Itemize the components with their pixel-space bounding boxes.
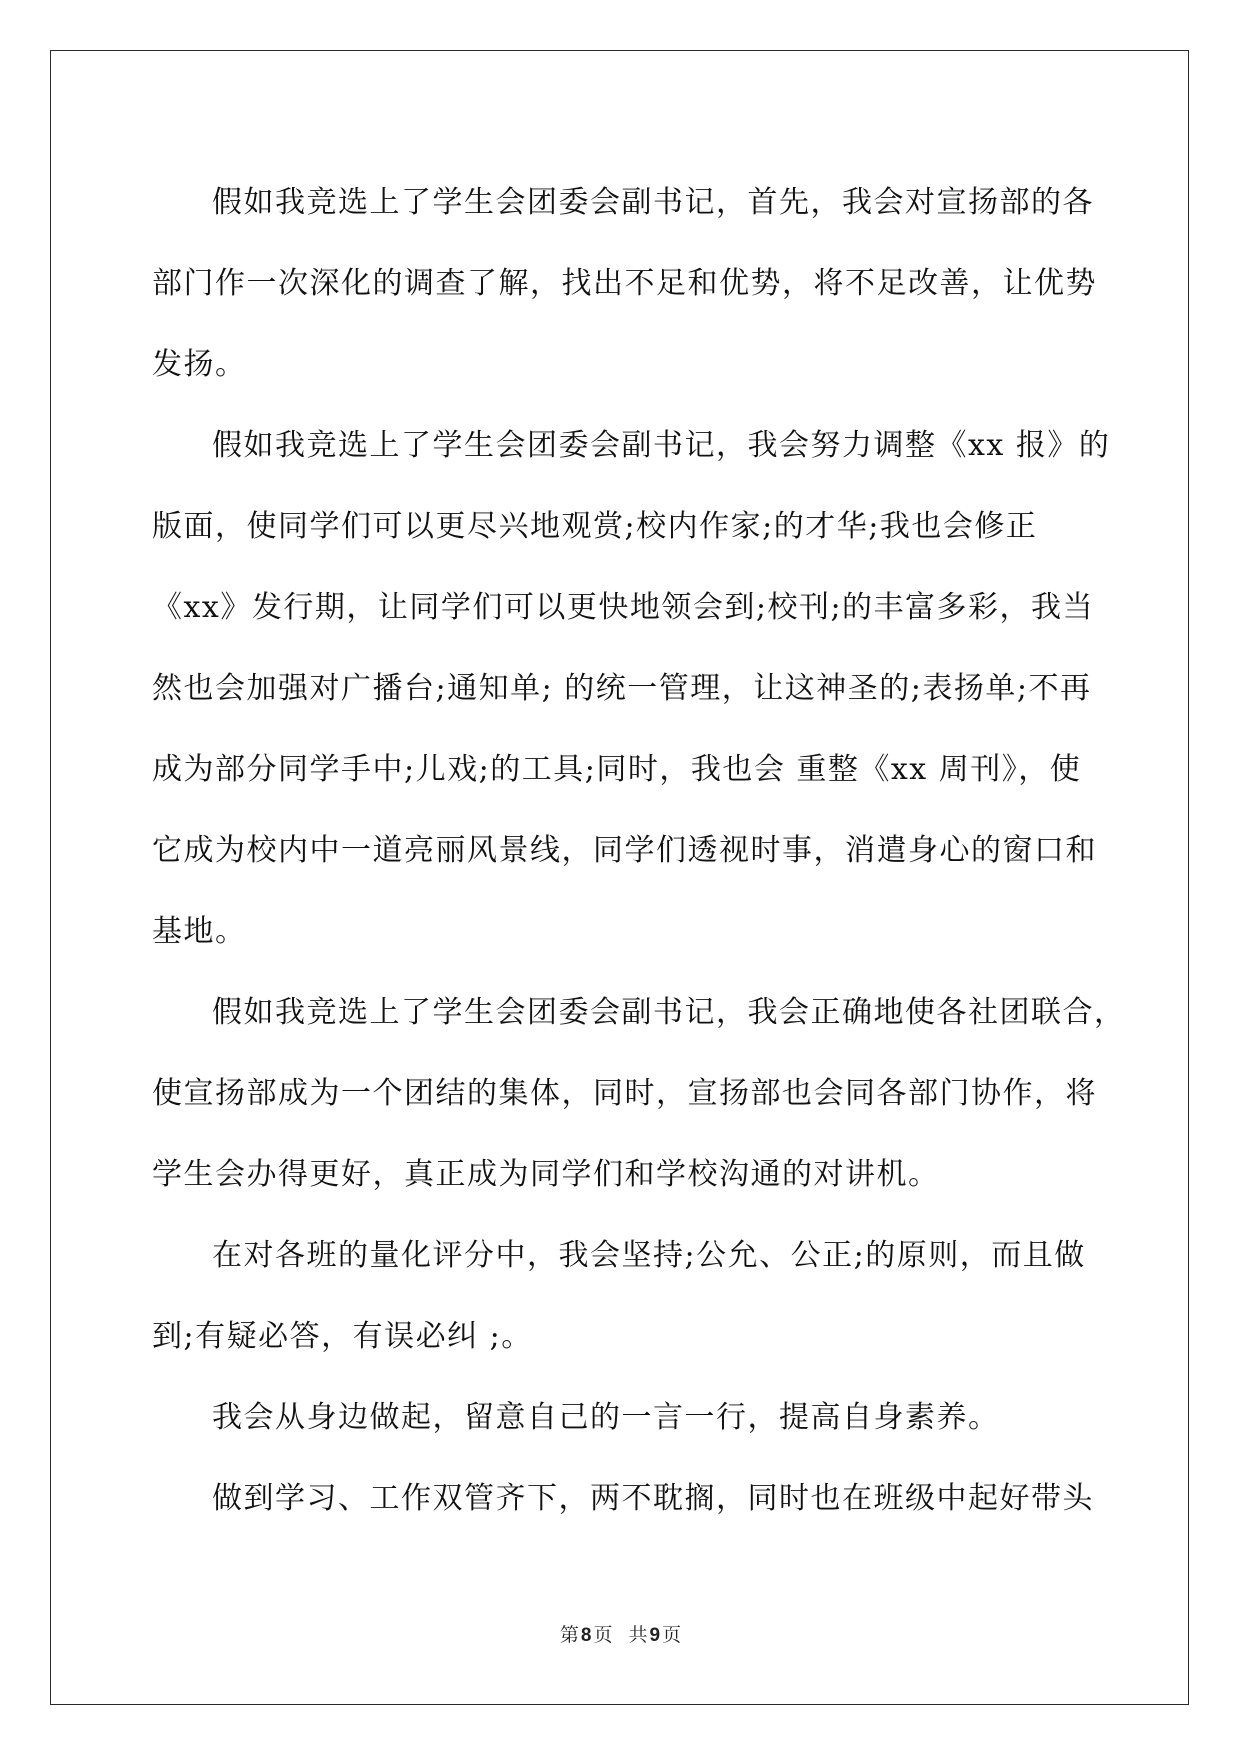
total-pages-number: 9: [649, 1625, 661, 1646]
text-line: 假如我竞选上了学生会团委会副书记，我会努力调整《xx 报》的: [212, 428, 1111, 463]
text-line: 版面，使同学们可以更尽兴地观赏;校内作家;的才华;我也会修正: [152, 509, 1038, 544]
document-body: [152, 162, 1126, 1539]
current-page-number: 8: [580, 1625, 592, 1646]
text-line: 成为部分同学手中;儿戏;的工具;同时，我也会 重整《xx 周刊》，使: [152, 752, 1082, 787]
text-line: 发扬。: [152, 347, 247, 382]
paragraph: [152, 972, 1126, 1215]
text-line: 部门作一次深化的调查了解，找出不足和优势，将不足改善，让优势: [152, 266, 1097, 301]
text-line: 做到学习、工作双管齐下，两不耽搁，同时也在班级中起好带头: [212, 1481, 1094, 1516]
footer-page-word: 页: [593, 1624, 613, 1646]
paragraph: [152, 1458, 1092, 1539]
text-line: 然也会加强对广播台;通知单; 的统一管理，让这神圣的;表扬单;不再: [152, 671, 1092, 706]
text-line: 它成为校内中一道亮丽风景线，同学们透视时事，消遣身心的窗口和: [152, 833, 1097, 868]
page-footer: [0, 1620, 1241, 1647]
paragraph: [152, 1377, 1092, 1458]
text-line: 使宣扬部成为一个团结的集体，同时，宣扬部也会同各部门协作，将: [152, 1076, 1097, 1111]
text-line: 基地。: [152, 914, 247, 949]
footer-total-word: 页: [662, 1624, 682, 1646]
text-line: 假如我竞选上了学生会团委会副书记，我会正确地使各社团联合，: [212, 995, 1126, 1030]
text-line: 学生会办得更好，真正成为同学们和学校沟通的对讲机。: [152, 1157, 940, 1192]
text-line: 《xx》发行期，让同学们可以更快地领会到;校刊;的丰富多彩，我当: [152, 590, 1095, 625]
footer-prefix: 第: [559, 1624, 579, 1646]
paragraph: [152, 162, 1097, 405]
text-line: 在对各班的量化评分中，我会坚持;公允、公正;的原则，而且做: [212, 1238, 1086, 1273]
text-line: 我会从身边做起，留意自己的一言一行，提高自身素养。: [212, 1400, 1000, 1435]
text-line: 到;有疑必答，有误必纠 ;。: [152, 1319, 533, 1354]
text-line: 假如我竞选上了学生会团委会副书记，首先，我会对宣扬部的各: [212, 185, 1094, 220]
paragraph: [152, 405, 1111, 972]
footer-total-prefix: 共: [628, 1624, 648, 1646]
paragraph: [152, 1215, 1092, 1377]
